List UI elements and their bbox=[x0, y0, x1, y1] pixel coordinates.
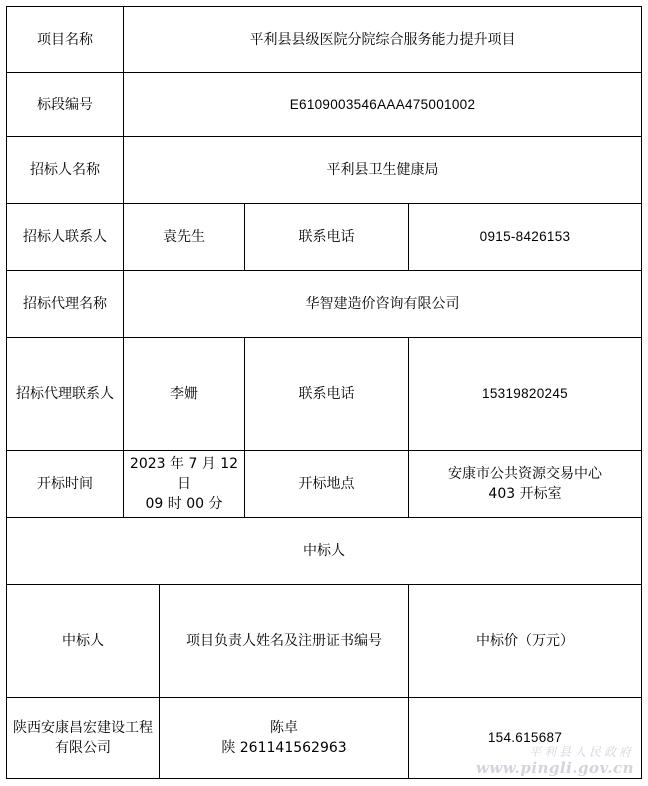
opening-place-line2: 403 开标室 bbox=[488, 486, 562, 502]
tenderer-name-label: 招标人名称 bbox=[30, 162, 100, 178]
agency-phone-label: 联系电话 bbox=[298, 386, 355, 402]
agency-name-value: 华智建造价咨询有限公司 bbox=[305, 296, 460, 312]
tenderer-phone-value: 0915-8426153 bbox=[479, 229, 571, 244]
manager-column-header: 项目负责人姓名及注册证书编号 bbox=[186, 633, 382, 649]
opening-place-value bbox=[409, 451, 641, 517]
opening-time-value bbox=[124, 451, 244, 517]
bid-price: 154.615687 bbox=[487, 730, 563, 745]
watermark-text: 平利县人民政府 bbox=[528, 745, 634, 759]
winner-column-header: 中标人 bbox=[62, 633, 104, 649]
agency-phone-value: 15319820245 bbox=[482, 386, 568, 401]
tenderer-phone-label: 联系电话 bbox=[298, 229, 355, 245]
opening-place-label: 开标地点 bbox=[298, 476, 355, 492]
project-name-value: 平利县县级医院分院综合服务能力提升项目 bbox=[249, 31, 516, 48]
price-column-header: 中标价（万元） bbox=[476, 633, 574, 649]
opening-date: 2023 年 7 月 12 日 bbox=[129, 456, 239, 492]
manager-info bbox=[160, 698, 408, 778]
winner-section-title: 中标人 bbox=[303, 543, 345, 559]
winner-name: 陕西安康昌宏建设工程有限公司 bbox=[13, 720, 153, 756]
project-name-label: 项目名称 bbox=[37, 31, 93, 48]
table-rule bbox=[6, 778, 642, 779]
tenderer-contact-value: 袁先生 bbox=[163, 229, 205, 245]
opening-hour: 09 时 00 分 bbox=[145, 496, 223, 512]
manager-name: 陈卓 bbox=[270, 720, 298, 736]
site-watermark bbox=[476, 744, 634, 776]
agency-contact-value: 李姗 bbox=[170, 386, 198, 402]
tenderer-name-value: 平利县卫生健康局 bbox=[326, 162, 439, 178]
agency-name-label: 招标代理名称 bbox=[23, 296, 107, 312]
tenderer-contact-label: 招标人联系人 bbox=[23, 229, 107, 245]
agency-contact-label: 招标代理联系人 bbox=[16, 386, 114, 402]
section-number-value: E6109003546AAA475001002 bbox=[289, 96, 476, 112]
table-rule bbox=[641, 6, 642, 779]
opening-time-label: 开标时间 bbox=[37, 476, 93, 492]
section-number-label: 标段编号 bbox=[37, 96, 93, 113]
watermark-url: www.pingli.gov.cn bbox=[475, 759, 634, 777]
manager-cert: 陕 261141562963 bbox=[221, 740, 347, 756]
opening-place-line1: 安康市公共资源交易中心 bbox=[448, 466, 602, 482]
